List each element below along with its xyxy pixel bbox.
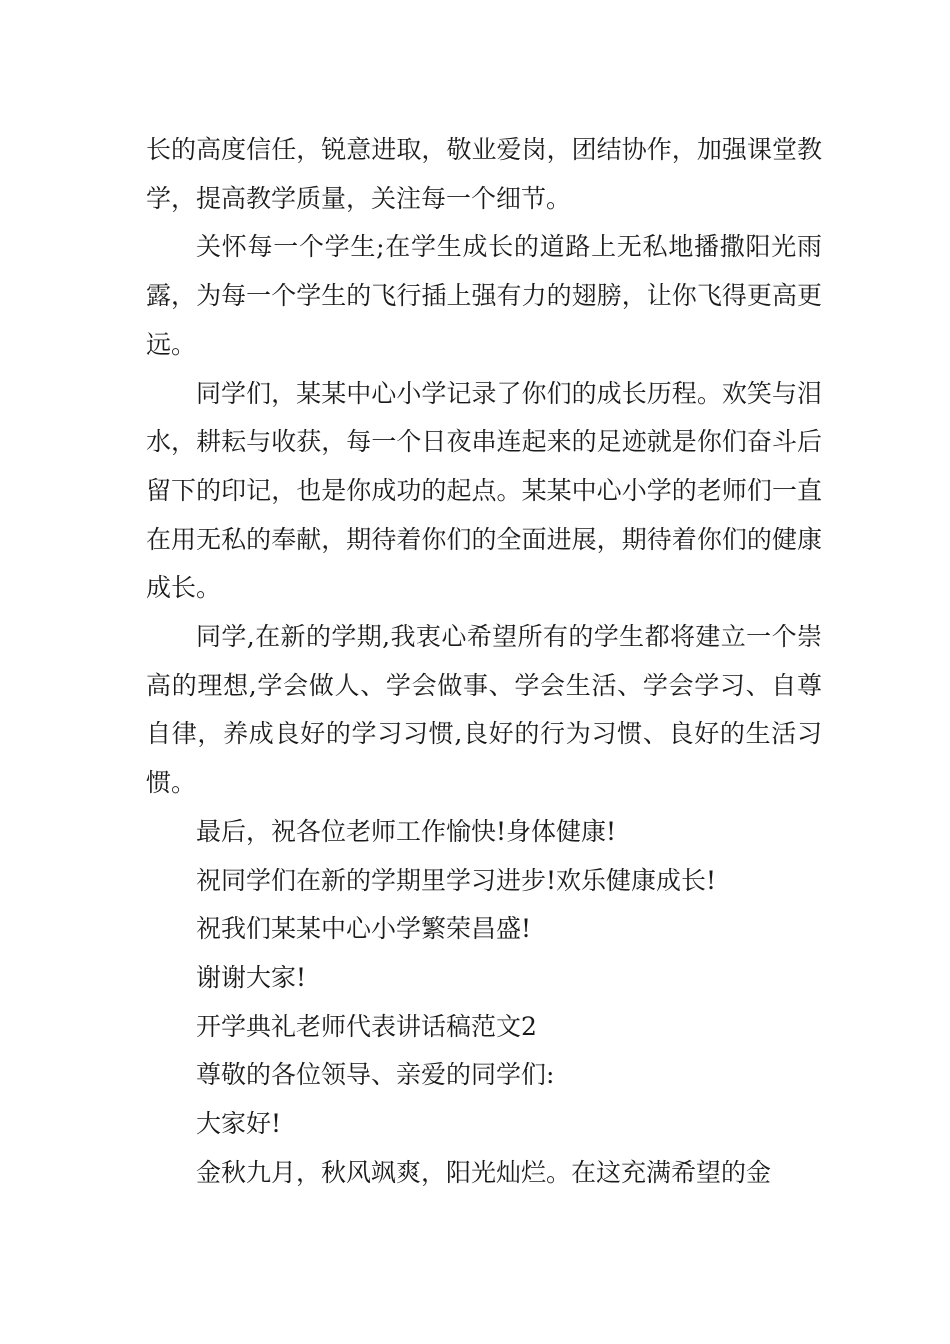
paragraph-new-semester-hopes: 同学,在新的学期,我衷心希望所有的学生都将建立一个崇高的理想,学会做人、学会做事、学会生活、学会学习、自尊自律，养成良好的学习习惯,良好的行为习惯、良好的生活习惯。 <box>146 622 822 798</box>
line-wish-teachers: 最后，祝各位老师工作愉快!身体健康! <box>196 816 617 846</box>
paragraph-continuation: 长的高度信任，锐意进取，敬业爱岗，团结协作，加强课堂教学，提高教学质量，关注每一个细节。 <box>146 135 822 213</box>
section-heading: 开学典礼老师代表讲话稿范文2 <box>196 1011 537 1041</box>
paragraph-care-students: 关怀每一个学生;在学生成长的道路上无私地播撒阳光雨露，为每一个学生的飞行插上强有力的翅膀，让你飞得更高更远。 <box>146 232 822 359</box>
line-thanks: 谢谢大家! <box>196 962 307 992</box>
document-body <box>146 126 822 1197</box>
line-greeting: 大家好! <box>196 1109 282 1139</box>
line-opening: 金秋九月，秋风飒爽，阳光灿烂。在这充满希望的金 <box>196 1157 772 1187</box>
line-wish-school: 祝我们某某中心小学繁荣昌盛! <box>196 914 532 944</box>
line-wish-students: 祝同学们在新的学期里学习进步!欢乐健康成长! <box>196 865 717 895</box>
line-salutation: 尊敬的各位领导、亲爱的同学们: <box>196 1060 555 1090</box>
paragraph-growth-record: 同学们，某某中心小学记录了你们的成长历程。欢笑与泪水，耕耘与收获，每一个日夜串连起来的足迹就是你们奋斗后留下的印记，也是你成功的起点。某某中心小学的老师们一直在用无私的奉献，期待着你们的全面进展，期待着你们的健康成长。 <box>146 378 822 603</box>
